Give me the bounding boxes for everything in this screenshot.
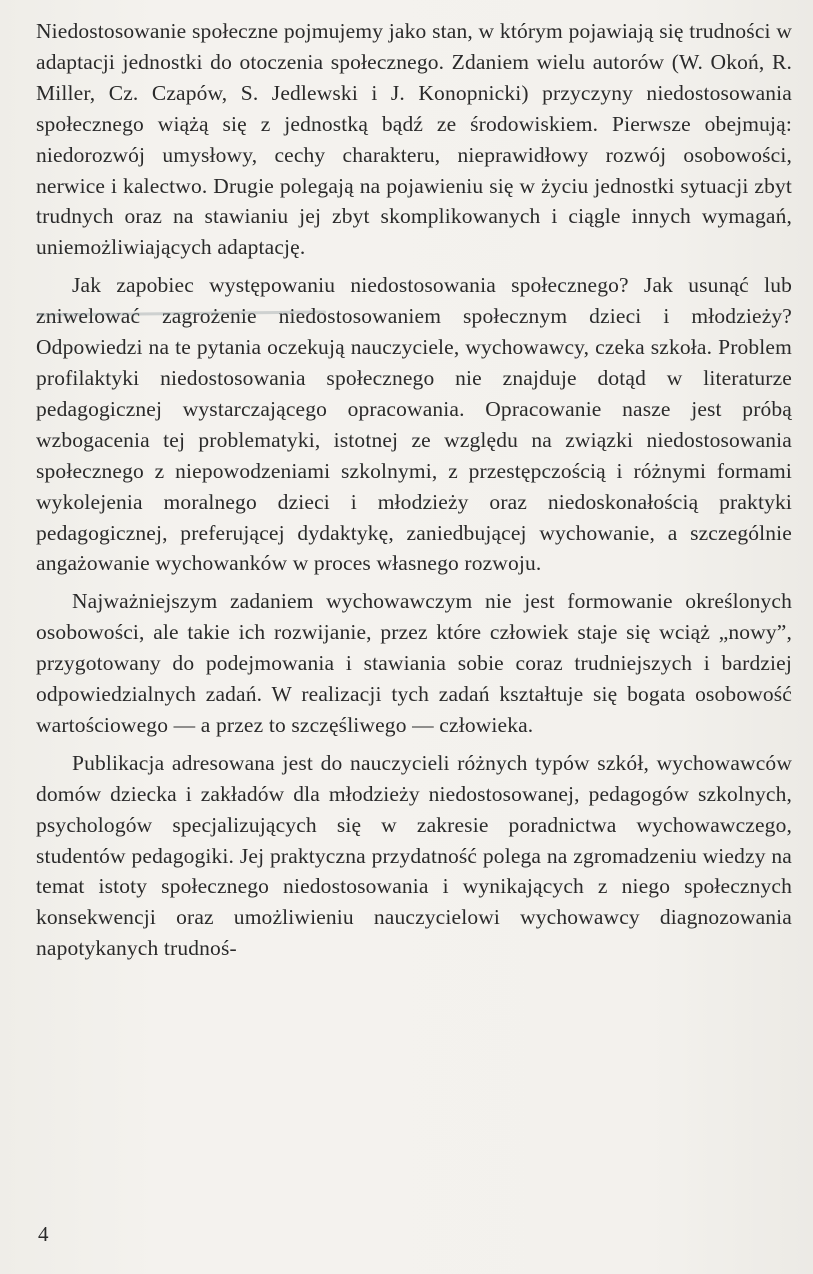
paragraph-1: Niedostosowanie społeczne pojmujemy jako stan, w którym pojawiają się trudności w adaptacji jednostki do otoczenia społecznego. Zdaniem wielu autorów (W. Okoń, R. Miller, Cz. Czapów, S. Jedlewski i J. Konopnicki) przyczyny niedostosowania społecznego wiążą się z jednostką bądź ze środowiskiem. Pierwsze obejmują: niedorozwój umysłowy, cechy charakteru, nieprawidłowy rozwój osobowości, nerwice i kalectwo. Drugie polegają na pojawieniu się w życiu jednostki sytuacji zbyt trudnych oraz na stawianiu jej zbyt skomplikowanych i ciągle innych wymagań, uniemożliwiających adaptację. xyxy=(36,19,792,260)
paragraph-4: Publikacja adresowana jest do nauczycieli różnych typów szkół, wychowawców domów dziecka i zakładów dla młodzieży niedostosowanej, pedagogów szkolnych, psychologów specjalizujących się w zakresie poradnictwa wychowawczego, studentów pedagogiki. Jej praktyczna przydatność polega na zgromadzeniu wiedzy na temat istoty społecznego niedostosowania i wynikających z niego społecznych konsekwencji oraz umożliwieniu nauczycielowi wychowawcy diagnozowania napotykanych trudnoś- xyxy=(36,750,792,961)
page-number: 4 xyxy=(38,1222,49,1246)
paragraph-3: Najważniejszym zadaniem wychowawczym nie jest formowanie określonych osobowości, ale takie ich rozwijanie, przez które człowiek staje się wciąż „nowy”, przygotowany do podejmowania i stawiania sobie coraz trudniejszych i bardziej odpowiedzialnych zadań. W realizacji tych zadań kształtuje się bogata osobowość wartościowego — a przez to szczęśliwego — człowieka. xyxy=(36,589,792,737)
paragraph-2: Jak zapobiec występowaniu niedostosowania społecznego? Jak usunąć lub zniwelować zagrożenie niedostosowaniem społecznym dzieci i młodzieży? Odpowiedzi na te pytania oczekują nauczyciele, wychowawcy, czeka szkoła. Problem profilaktyki niedostosowania społecznego nie znajduje dotąd w literaturze pedagogicznej wystarczającego opracowania. Opracowanie nasze jest próbą wzbogacenia tej problematyki, istotnej ze względu na związki niedostosowania społecznego z niepowodzeniami szkolnymi, z przestępczością i różnymi formami wykolejenia moralnego dzieci i młodzieży oraz niedoskonałością praktyki pedagogicznej, preferującej dydaktykę, zaniedbującej wychowanie, a szczególnie angażowanie wychowanków w proces własnego rozwoju. xyxy=(36,273,792,576)
page-body-text xyxy=(36,16,792,964)
